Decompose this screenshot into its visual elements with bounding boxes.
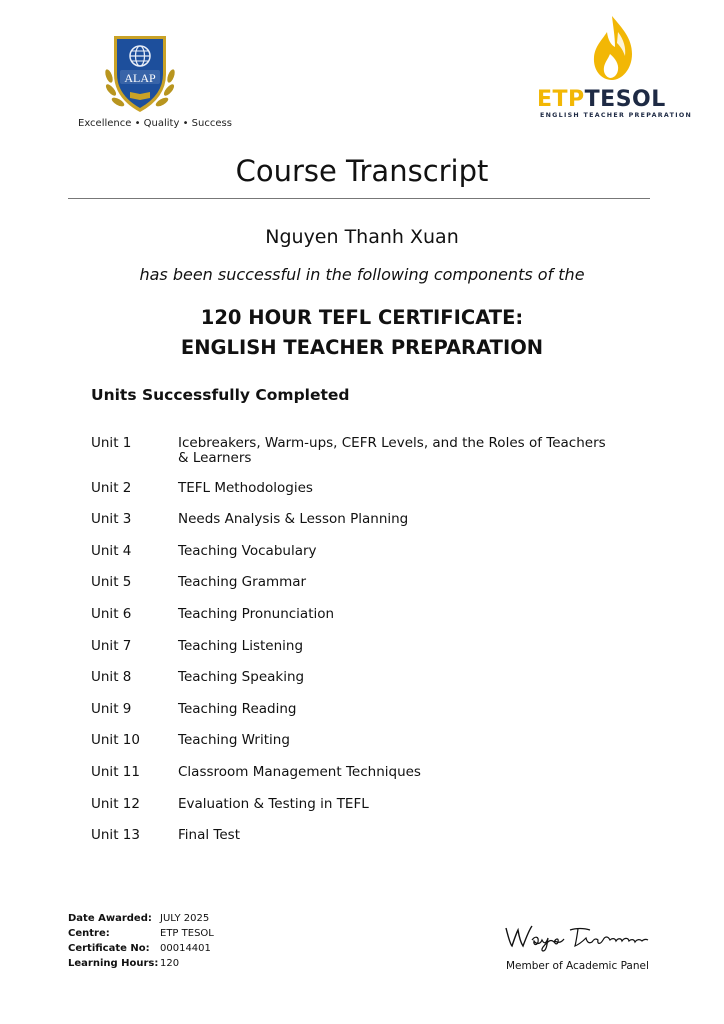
- unit-title: Needs Analysis & Lesson Planning: [178, 511, 409, 527]
- alap-logo-text: ALAP: [124, 71, 156, 85]
- unit-title: Classroom Management Techniques: [178, 764, 421, 780]
- unit-title: Teaching Writing: [178, 732, 290, 748]
- etp-tesol-wordmark: [537, 87, 666, 112]
- unit-number: Unit 8: [91, 669, 132, 685]
- date-awarded-value: JULY 2025: [160, 913, 210, 924]
- flame-icon: [588, 14, 638, 82]
- unit-number: Unit 5: [91, 574, 132, 590]
- unit-title: TEFL Methodologies: [178, 480, 313, 496]
- unit-number: Unit 6: [91, 606, 132, 622]
- unit-title: Icebreakers, Warm-ups, CEFR Levels, and the Roles of Teachers & Learners: [178, 435, 606, 466]
- recipient-name: Nguyen Thanh Xuan: [265, 226, 459, 248]
- alap-shield-icon: [100, 28, 180, 120]
- learning-hours-label: Learning Hours:: [68, 958, 159, 969]
- unit-title: Teaching Grammar: [178, 574, 307, 590]
- unit-number: Unit 7: [91, 638, 132, 654]
- centre-label: Centre:: [68, 928, 110, 939]
- units-heading: Units Successfully Completed: [91, 386, 350, 404]
- unit-number: Unit 11: [91, 764, 140, 780]
- unit-number: Unit 2: [91, 480, 132, 496]
- tesol-text: TESOL: [584, 87, 666, 112]
- title-divider: [68, 198, 650, 199]
- date-awarded-label: Date Awarded:: [68, 913, 152, 924]
- page-title: Course Transcript: [235, 154, 489, 188]
- unit-title: Final Test: [178, 827, 240, 843]
- signature-caption: Member of Academic Panel: [506, 960, 649, 972]
- signature: [502, 918, 652, 952]
- unit-number: Unit 1: [91, 435, 132, 451]
- etp-text: ETP: [537, 87, 585, 112]
- unit-title: Teaching Listening: [178, 638, 304, 654]
- unit-title: Evaluation & Testing in TEFL: [178, 796, 369, 812]
- certificate-title-line2: ENGLISH TEACHER PREPARATION: [180, 336, 544, 359]
- centre-value: ETP TESOL: [160, 928, 214, 939]
- unit-number: Unit 10: [91, 732, 140, 748]
- certificate-no-label: Certificate No:: [68, 943, 150, 954]
- alap-tagline: Excellence • Quality • Success: [78, 118, 232, 129]
- learning-hours-value: 120: [160, 958, 180, 969]
- unit-title: Teaching Speaking: [178, 669, 305, 685]
- unit-number: Unit 3: [91, 511, 132, 527]
- unit-number: Unit 12: [91, 796, 140, 812]
- recipient-subtitle: has been successful in the following components of the: [139, 265, 585, 284]
- unit-title: Teaching Vocabulary: [178, 543, 317, 559]
- certificate-title-line1: 120 HOUR TEFL CERTIFICATE:: [200, 306, 524, 329]
- unit-number: Unit 9: [91, 701, 132, 717]
- certificate-no-value: 00014401: [160, 943, 211, 954]
- unit-number: Unit 13: [91, 827, 140, 843]
- unit-title: Teaching Pronunciation: [178, 606, 335, 622]
- etp-subtitle: ENGLISH TEACHER PREPARATION: [540, 112, 693, 119]
- unit-number: Unit 4: [91, 543, 132, 559]
- unit-title: Teaching Reading: [178, 701, 297, 717]
